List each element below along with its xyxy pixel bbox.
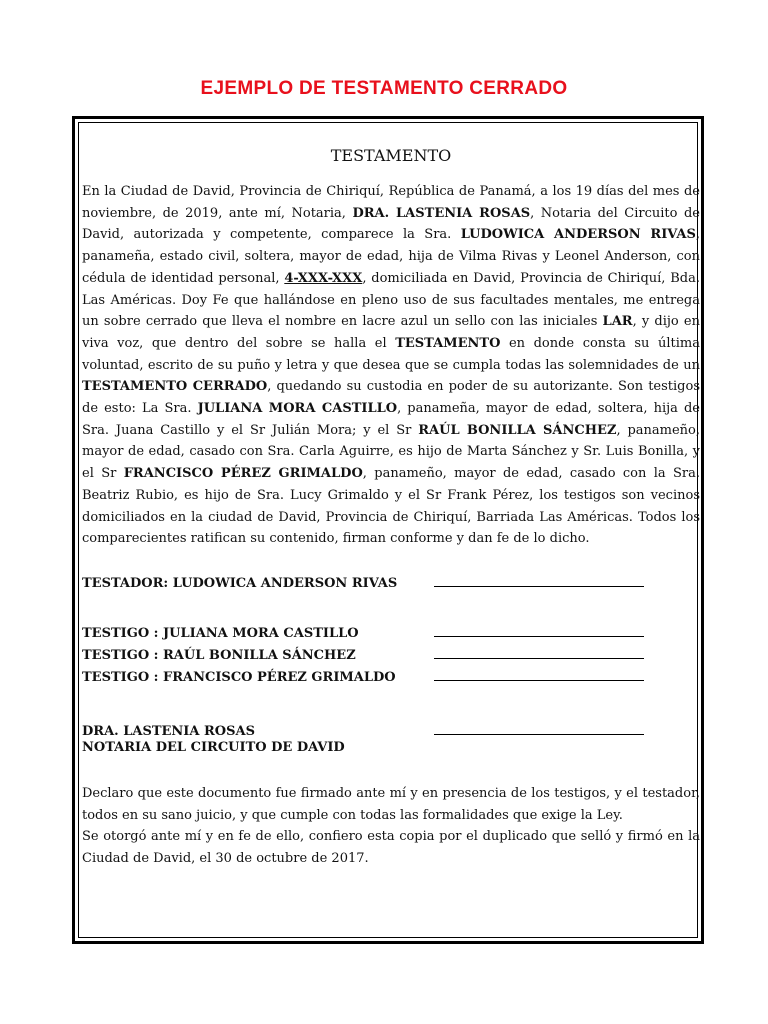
- body-text: , y dijo en viva voz, que dentro del sobre se halla el: [82, 314, 700, 351]
- body-text: , panameña, estado civil, soltera, mayor de edad, hija de Vilma Rivas y Leonel Anderson, con cédula de identidad personal,: [82, 227, 700, 286]
- body-text: , panameña, mayor de edad, soltera, hija de Sra. Juana Castillo y el Sr Julián Mora; y el Sr: [82, 401, 700, 438]
- testament-heading: TESTAMENTO: [330, 146, 452, 165]
- body-text: En la Ciudad de David, Provincia de Chiriquí, República de Panamá, a los 19 días del mes de noviembre, de 2019, ante mí, Notaria,: [82, 184, 700, 221]
- body-text: , domiciliada en David, Provincia de Chiriquí, Bda. Las Américas. Doy Fe que hallándose en pleno uso de sus facultades mentales, me entrega un sobre cerrado que lleva el nombre en lacre azul un sello con las iniciales: [82, 270, 700, 330]
- body-text: en donde consta su última voluntad, escrito de su puño y letra y que desea que se cumpla todas las solemnidades de un: [82, 335, 700, 373]
- testador-label: TESTADOR: LUDOWICA ANDERSON RIVAS: [82, 575, 398, 591]
- notary-signature-line: [434, 720, 644, 735]
- closing-paragraph-1: Declaro que este documento fue firmado ante mí y en presencia de los testigos, y el testador, todos en su sano juicio, y que cumple con todas las formalidades que exige la Ley.: [82, 785, 700, 823]
- id-number: 4-XXX-XXX: [284, 270, 363, 286]
- testigo-label: TESTIGO : RAÚL BONILLA SÁNCHEZ: [82, 647, 356, 663]
- testador-signature-line: [434, 572, 644, 587]
- signature-row-testador: [82, 572, 700, 594]
- bold-name: LAR: [602, 314, 633, 330]
- bold-name: RAÚL BONILLA SÁNCHEZ: [418, 422, 617, 438]
- body-text: , panameño, mayor de edad, casado con Sra. Carla Aguirre, es hijo de Marta Sánchez y Sr. Luis Bonilla, y el Sr: [82, 422, 701, 482]
- testament-body: [82, 181, 700, 550]
- body-text: , Notaria del Circuito de David, autorizada y competente, comparece la Sra.: [82, 205, 700, 243]
- signature-block: [82, 572, 700, 755]
- signature-row-testigo-3: [82, 666, 700, 688]
- testigo-label: TESTIGO : JULIANA MORA CASTILLO: [82, 625, 359, 641]
- notary-name: DRA. LASTENIA ROSAS: [82, 723, 255, 739]
- signature-row-testigo-1: [82, 622, 700, 644]
- document-content: [82, 140, 700, 870]
- signature-row-testigo-2: [82, 644, 700, 666]
- body-text: , quedando su custodia en poder de su autorizante. Son testigos de esto: La Sra.: [82, 379, 700, 417]
- bold-name: FRANCISCO PÉREZ GRIMALDO: [123, 466, 363, 482]
- testigo-signature-line: [434, 622, 644, 637]
- document-title: EJEMPLO DE TESTAMENTO CERRADO: [200, 78, 568, 99]
- testigo-label: TESTIGO : FRANCISCO PÉREZ GRIMALDO: [82, 669, 396, 685]
- closing-paragraph-2: Se otorgó ante mí y en fe de ello, confiero esta copia por el duplicado que selló y firmó en la Ciudad de David, el 30 de octubre de 2017.: [82, 829, 700, 867]
- bold-name: TESTAMENTO: [395, 335, 501, 351]
- notary-title: NOTARIA DEL CIRCUITO DE DAVID: [82, 739, 345, 755]
- testigo-signature-line: [434, 644, 644, 659]
- bold-name: LUDOWICA ANDERSON RIVAS: [460, 227, 696, 243]
- bold-name: JULIANA MORA CASTILLO: [197, 401, 398, 417]
- closing-declaration: [82, 783, 700, 870]
- body-text: , panameño, mayor de edad, casado con la Sra. Beatriz Rubio, es hijo de Sra. Lucy Grimaldo y el Sr Frank Pérez, los testigos son vecinos domiciliados en la ciudad de David, Provincia de Chiriquí, Barriada Las Américas. Todos los comparecientes ratifican su contenido, firman conforme y dan fe de lo dicho.: [82, 466, 700, 547]
- bold-name: TESTAMENTO CERRADO: [82, 379, 268, 395]
- signature-row-notary: [82, 720, 700, 742]
- testigo-signature-line: [434, 666, 644, 681]
- bold-name: DRA. LASTENIA ROSAS: [352, 205, 531, 221]
